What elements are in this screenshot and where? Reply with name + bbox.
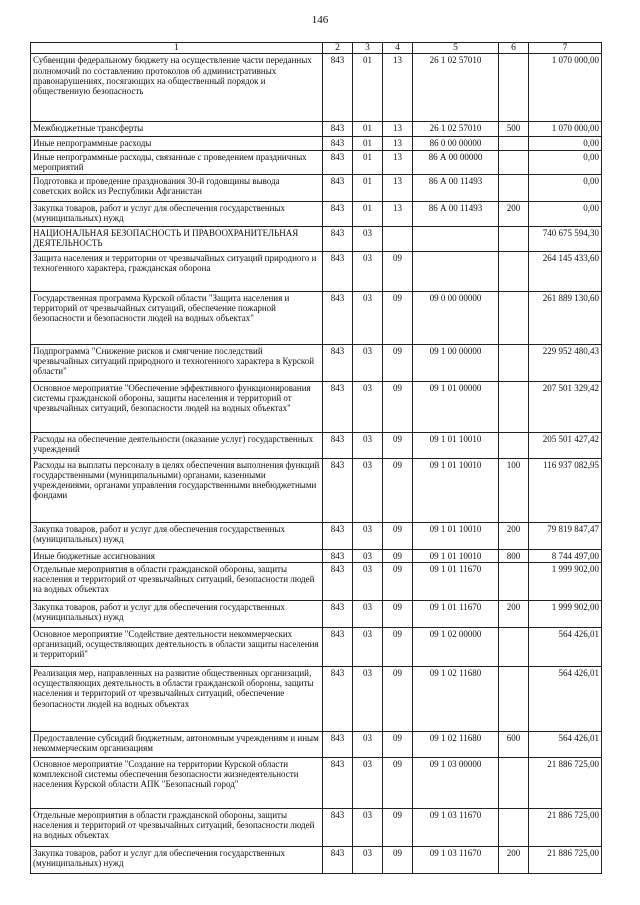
item-name-cell: Основное мероприятие "Создание на территории Курской области комплексной системы обеспечения безопасности жизнедеятельности населения Курской области АПК "Безопасный город"	[31, 757, 323, 808]
table-row	[31, 731, 602, 757]
header-cell: 3	[353, 43, 383, 54]
table-row	[31, 432, 602, 458]
amount-cell: 564 426,01	[529, 666, 602, 731]
expense-type-cell	[499, 150, 529, 174]
expense-type-cell	[499, 381, 529, 432]
subsection-code-cell: 13	[383, 137, 413, 150]
table-row	[31, 201, 602, 226]
item-name-cell: Субвенции федеральному бюджету на осуществление части переданных полномочий по составлению протоколов об административных правонарушениях, посягающих на общественный порядок и общественную безопасность	[31, 54, 323, 122]
amount-cell: 1 999 902,00	[529, 600, 602, 627]
subsection-code-cell: 09	[383, 432, 413, 458]
section-code-cell: 03	[353, 600, 383, 627]
item-name-cell: Защита населения и территории от чрезвычайных ситуаций природного и техногенного характера, гражданская оборона	[31, 251, 323, 291]
amount-cell: 0,00	[529, 174, 602, 201]
subsection-code-cell: 09	[383, 381, 413, 432]
amount-cell: 0,00	[529, 201, 602, 226]
admin-code-cell: 843	[323, 458, 353, 522]
target-article-cell: 09 1 01 11670	[413, 600, 499, 627]
subsection-code-cell: 09	[383, 757, 413, 808]
section-code-cell: 03	[353, 731, 383, 757]
subsection-code-cell: 13	[383, 201, 413, 226]
target-article-cell: 09 1 03 11670	[413, 846, 499, 873]
expense-type-cell	[499, 562, 529, 600]
table-row	[31, 344, 602, 381]
table-row	[31, 122, 602, 137]
subsection-code-cell: 09	[383, 666, 413, 731]
expense-type-cell	[499, 757, 529, 808]
section-code-cell: 01	[353, 54, 383, 122]
subsection-code-cell: 09	[383, 522, 413, 549]
target-article-cell: 86 А 00 00000	[413, 150, 499, 174]
subsection-code-cell: 13	[383, 54, 413, 122]
budget-table	[30, 42, 602, 874]
admin-code-cell: 843	[323, 808, 353, 846]
item-name-cell: Закупка товаров, работ и услуг для обеспечения государственных (муниципальных) нужд	[31, 522, 323, 549]
subsection-code-cell: 09	[383, 808, 413, 846]
expense-type-cell: 800	[499, 549, 529, 562]
admin-code-cell: 843	[323, 54, 353, 122]
table-row	[31, 251, 602, 291]
expense-type-cell: 200	[499, 846, 529, 873]
subsection-code-cell: 09	[383, 731, 413, 757]
section-code-cell: 03	[353, 808, 383, 846]
item-name-cell: Иные непрограммные расходы, связанные с проведением праздничных мероприятий	[31, 150, 323, 174]
section-code-cell: 03	[353, 432, 383, 458]
target-article-cell: 86 А 00 11493	[413, 174, 499, 201]
item-name-cell: Основное мероприятие "Обеспечение эффективного функционирования системы гражданской обороны, защиты населения и территорий от чрезвычайных ситуаций, безопасности людей на водных объектах"	[31, 381, 323, 432]
table-row	[31, 627, 602, 666]
admin-code-cell: 843	[323, 432, 353, 458]
amount-cell: 8 744 497,00	[529, 549, 602, 562]
target-article-cell: 09 1 01 00000	[413, 381, 499, 432]
expense-type-cell	[499, 226, 529, 251]
admin-code-cell: 843	[323, 174, 353, 201]
amount-cell: 564 426,01	[529, 731, 602, 757]
target-article-cell: 09 1 00 00000	[413, 344, 499, 381]
admin-code-cell: 843	[323, 122, 353, 137]
table-row	[31, 381, 602, 432]
amount-cell: 1 070 000,00	[529, 54, 602, 122]
target-article-cell: 26 1 02 57010	[413, 54, 499, 122]
amount-cell: 264 145 433,60	[529, 251, 602, 291]
expense-type-cell: 200	[499, 600, 529, 627]
target-article-cell: 09 1 02 11680	[413, 731, 499, 757]
item-name-cell: Расходы на обеспечение деятельности (оказание услуг) государственных учреждений	[31, 432, 323, 458]
item-name-cell: Отдельные мероприятия в области гражданской обороны, защиты населения и территорий от чрезвычайных ситуаций, безопасности людей на водных объектах	[31, 562, 323, 600]
amount-cell: 21 886 725,00	[529, 808, 602, 846]
expense-type-cell: 500	[499, 122, 529, 137]
expense-type-cell	[499, 666, 529, 731]
expense-type-cell	[499, 627, 529, 666]
admin-code-cell: 843	[323, 201, 353, 226]
subsection-code-cell: 09	[383, 344, 413, 381]
target-article-cell: 26 1 02 57010	[413, 122, 499, 137]
subsection-code-cell: 09	[383, 600, 413, 627]
admin-code-cell: 843	[323, 731, 353, 757]
admin-code-cell: 843	[323, 522, 353, 549]
section-code-cell: 03	[353, 627, 383, 666]
admin-code-cell: 843	[323, 137, 353, 150]
expense-type-cell: 200	[499, 522, 529, 549]
section-code-cell: 03	[353, 757, 383, 808]
item-name-cell: Закупка товаров, работ и услуг для обеспечения государственных (муниципальных) нужд	[31, 846, 323, 873]
item-name-cell: Основное мероприятие "Содействие деятельности некоммерческих организаций, осуществляющих деятельность в области защиты населения и территорий"	[31, 627, 323, 666]
page-number: 146	[311, 14, 329, 26]
header-cell: 1	[31, 43, 323, 54]
table-row	[31, 522, 602, 549]
item-name-cell: Иные непрограммные расходы	[31, 137, 323, 150]
subsection-code-cell: 09	[383, 562, 413, 600]
item-name-cell: Иные бюджетные ассигнования	[31, 549, 323, 562]
amount-cell: 116 937 082,95	[529, 458, 602, 522]
section-code-cell: 01	[353, 122, 383, 137]
table-row	[31, 458, 602, 522]
admin-code-cell: 843	[323, 627, 353, 666]
target-article-cell: 86 0 00 00000	[413, 137, 499, 150]
amount-cell: 740 675 594,30	[529, 226, 602, 251]
table-row	[31, 137, 602, 150]
section-code-cell: 03	[353, 549, 383, 562]
subsection-code-cell: 09	[383, 458, 413, 522]
header-cell: 4	[383, 43, 413, 54]
amount-cell: 207 501 329,42	[529, 381, 602, 432]
amount-cell: 79 819 847,47	[529, 522, 602, 549]
subsection-code-cell: 09	[383, 846, 413, 873]
expense-type-cell: 200	[499, 201, 529, 226]
section-code-cell: 03	[353, 226, 383, 251]
admin-code-cell: 843	[323, 251, 353, 291]
header-cell: 2	[323, 43, 353, 54]
item-name-cell: Отдельные мероприятия в области гражданской обороны, защиты населения и территорий от чрезвычайных ситуаций, безопасности людей на водных объектах	[31, 808, 323, 846]
section-code-cell: 03	[353, 344, 383, 381]
admin-code-cell: 843	[323, 381, 353, 432]
subsection-code-cell: 09	[383, 549, 413, 562]
target-article-cell	[413, 251, 499, 291]
admin-code-cell: 843	[323, 846, 353, 873]
expense-type-cell	[499, 137, 529, 150]
table-row	[31, 226, 602, 251]
section-code-cell: 03	[353, 522, 383, 549]
table-row	[31, 291, 602, 344]
target-article-cell	[413, 226, 499, 251]
target-article-cell: 09 1 02 11680	[413, 666, 499, 731]
section-code-cell: 01	[353, 201, 383, 226]
amount-cell: 229 952 480,43	[529, 344, 602, 381]
section-code-cell: 01	[353, 150, 383, 174]
admin-code-cell: 843	[323, 150, 353, 174]
admin-code-cell: 843	[323, 600, 353, 627]
subsection-code-cell	[383, 226, 413, 251]
amount-cell: 0,00	[529, 150, 602, 174]
target-article-cell: 09 1 02 00000	[413, 627, 499, 666]
target-article-cell: 09 1 03 11670	[413, 808, 499, 846]
section-code-cell: 03	[353, 458, 383, 522]
table-row	[31, 54, 602, 122]
admin-code-cell: 843	[323, 549, 353, 562]
section-code-cell: 03	[353, 846, 383, 873]
section-code-cell: 03	[353, 251, 383, 291]
table-row	[31, 808, 602, 846]
target-article-cell: 09 1 01 10010	[413, 522, 499, 549]
target-article-cell: 09 1 03 00000	[413, 757, 499, 808]
table-row	[31, 150, 602, 174]
expense-type-cell	[499, 251, 529, 291]
subsection-code-cell: 13	[383, 150, 413, 174]
item-name-cell: Подпрограмма "Снижение рисков и смягчение последствий чрезвычайных ситуаций природного и техногенного характера в Курской области"	[31, 344, 323, 381]
subsection-code-cell: 13	[383, 174, 413, 201]
amount-cell: 1 070 000,00	[529, 122, 602, 137]
expense-type-cell: 100	[499, 458, 529, 522]
table-row	[31, 549, 602, 562]
table-row	[31, 562, 602, 600]
item-name-cell: Государственная программа Курской области "Защита населения и территорий от чрезвычайных ситуаций, обеспечение пожарной безопасности и безопасности людей на водных объектах"	[31, 291, 323, 344]
section-code-cell: 01	[353, 174, 383, 201]
subsection-code-cell: 09	[383, 291, 413, 344]
table-row	[31, 757, 602, 808]
section-code-cell: 03	[353, 666, 383, 731]
section-code-cell: 03	[353, 562, 383, 600]
table-row	[31, 846, 602, 873]
item-name-cell: Реализация мер, направленных на развитие общественных организаций, осуществляющих деятельность в области гражданской обороны, защиты населения и территорий от чрезвычайных ситуаций, обеспечение безопасности людей на водных объектах	[31, 666, 323, 731]
admin-code-cell: 843	[323, 562, 353, 600]
header-cell: 5	[413, 43, 499, 54]
expense-type-cell	[499, 291, 529, 344]
header-cell: 6	[499, 43, 529, 54]
item-name-cell: НАЦИОНАЛЬНАЯ БЕЗОПАСНОСТЬ И ПРАВООХРАНИТЕЛЬНАЯ ДЕЯТЕЛЬНОСТЬ	[31, 226, 323, 251]
amount-cell: 21 886 725,00	[529, 846, 602, 873]
header-cell: 7	[529, 43, 602, 54]
expense-type-cell	[499, 344, 529, 381]
amount-cell: 1 999 902,00	[529, 562, 602, 600]
item-name-cell: Подготовка и проведение празднования 30-й годовщины вывода советских войск из Республики Афганистан	[31, 174, 323, 201]
table-row	[31, 666, 602, 731]
expense-type-cell	[499, 174, 529, 201]
table-row	[31, 600, 602, 627]
expense-type-cell	[499, 808, 529, 846]
subsection-code-cell: 09	[383, 627, 413, 666]
admin-code-cell: 843	[323, 666, 353, 731]
item-name-cell: Предоставление субсидий бюджетным, автономным учреждениям и иным некоммерческим организациям	[31, 731, 323, 757]
amount-cell: 205 501 427,42	[529, 432, 602, 458]
item-name-cell: Расходы на выплаты персоналу в целях обеспечения выполнения функций государственными (муниципальными) органами, казенными учреждениями, органами управления государственными внебюджетными фондами	[31, 458, 323, 522]
amount-cell: 21 886 725,00	[529, 757, 602, 808]
admin-code-cell: 843	[323, 291, 353, 344]
expense-type-cell	[499, 432, 529, 458]
expense-type-cell: 600	[499, 731, 529, 757]
table-row	[31, 174, 602, 201]
header-row	[31, 43, 602, 54]
subsection-code-cell: 13	[383, 122, 413, 137]
target-article-cell: 09 1 01 10010	[413, 432, 499, 458]
section-code-cell: 03	[353, 291, 383, 344]
target-article-cell: 86 А 00 11493	[413, 201, 499, 226]
item-name-cell: Закупка товаров, работ и услуг для обеспечения государственных (муниципальных) нужд	[31, 201, 323, 226]
section-code-cell: 01	[353, 137, 383, 150]
expense-type-cell	[499, 54, 529, 122]
amount-cell: 261 889 130,60	[529, 291, 602, 344]
target-article-cell: 09 1 01 10010	[413, 458, 499, 522]
admin-code-cell: 843	[323, 226, 353, 251]
target-article-cell: 09 1 01 11670	[413, 562, 499, 600]
subsection-code-cell: 09	[383, 251, 413, 291]
section-code-cell: 03	[353, 381, 383, 432]
target-article-cell: 09 0 00 00000	[413, 291, 499, 344]
item-name-cell: Межбюджетные трансферты	[31, 122, 323, 137]
amount-cell: 564 426,01	[529, 627, 602, 666]
target-article-cell: 09 1 01 10010	[413, 549, 499, 562]
admin-code-cell: 843	[323, 344, 353, 381]
admin-code-cell: 843	[323, 757, 353, 808]
amount-cell: 0,00	[529, 137, 602, 150]
item-name-cell: Закупка товаров, работ и услуг для обеспечения государственных (муниципальных) нужд	[31, 600, 323, 627]
